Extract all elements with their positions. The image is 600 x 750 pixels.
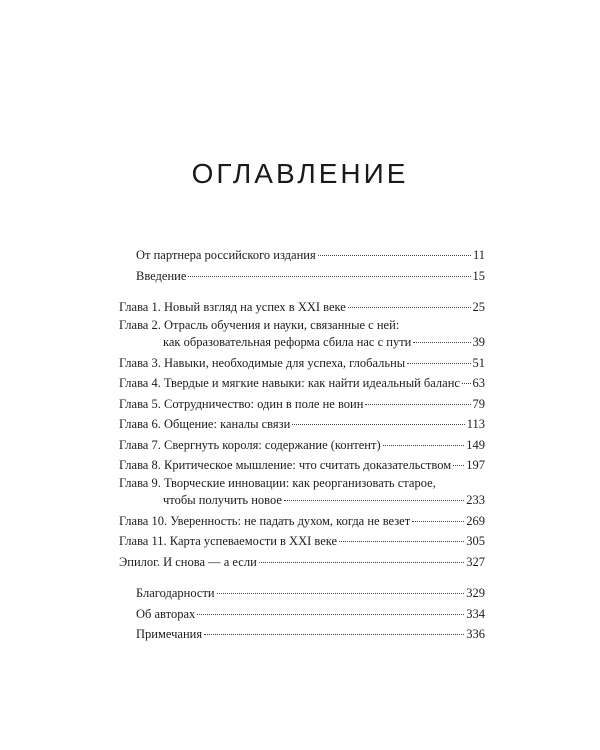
- toc-entry-text: Глава 7. Свергнуть короля: содержание (контент): [119, 437, 381, 452]
- toc-entry-text: Глава 6. Общение: каналы связи: [119, 417, 291, 431]
- toc-entry-text: Благодарности: [136, 586, 215, 600]
- dot-leader: [383, 445, 465, 446]
- toc-page-number: 197: [466, 458, 485, 472]
- toc-page-number: 79: [472, 396, 485, 411]
- table-of-contents: [119, 247, 485, 644]
- toc-page-number: 15: [472, 268, 485, 283]
- toc-entry-epilogue[interactable]: [119, 554, 485, 572]
- toc-page-number: 305: [466, 534, 485, 548]
- toc-entry-chapter-1[interactable]: [119, 299, 485, 317]
- toc-entry-text: Глава 4. Твердые и мягкие навыки: как найти идеальный баланс: [119, 376, 460, 390]
- dot-leader: [197, 614, 464, 615]
- dot-leader: [188, 276, 470, 277]
- toc-entry-chapter-9[interactable]: [119, 475, 485, 510]
- dot-leader: [407, 363, 470, 364]
- toc-page-number: 336: [466, 627, 485, 641]
- dot-leader: [259, 562, 464, 563]
- toc-entry-chapter-11[interactable]: [119, 533, 485, 551]
- toc-entry-chapter-7[interactable]: [119, 437, 485, 455]
- toc-entry-chapter-2[interactable]: [119, 317, 485, 352]
- toc-page-number: 233: [466, 493, 485, 507]
- toc-page-number: 25: [472, 300, 485, 314]
- dot-leader: [413, 342, 470, 343]
- toc-entry-acknowledgements[interactable]: [119, 585, 485, 603]
- toc-entry-text: Глава 5. Сотрудничество: один в поле не воин: [119, 396, 364, 411]
- dot-leader: [204, 634, 464, 635]
- toc-entry-text: Введение: [136, 268, 187, 283]
- toc-entry-text: как образовательная реформа сбила нас с пути: [163, 335, 412, 349]
- toc-page-number: 149: [466, 437, 485, 452]
- toc-entry-text: Глава 11. Карта успеваемости в XXI веке: [119, 534, 338, 548]
- toc-entry-text-line1: Глава 2. Отрасль обучения и науки, связанные с ней:: [119, 317, 400, 332]
- toc-entry-notes[interactable]: [119, 626, 485, 644]
- toc-entry-text: Глава 10. Уверенность: не падать духом, когда не везет: [119, 513, 411, 528]
- toc-entry-text: чтобы получить новое: [163, 493, 282, 507]
- toc-entry-chapter-3[interactable]: [119, 355, 485, 373]
- toc-entry-chapter-8[interactable]: [119, 457, 485, 475]
- toc-entry-text: От партнера российского издания: [136, 248, 316, 262]
- toc-entry-text: Глава 3. Навыки, необходимые для успеха, глобальны: [119, 355, 406, 370]
- toc-entry-chapter-4[interactable]: [119, 375, 485, 393]
- toc-entry-text: Глава 8. Критическое мышление: что считать доказательством: [119, 458, 452, 472]
- toc-entry-text: Об авторах: [136, 606, 196, 621]
- toc-entry-text: Эпилог. И снова — а если: [119, 554, 257, 569]
- page-title: ОГЛАВЛЕНИЕ: [191, 158, 409, 189]
- dot-leader: [412, 521, 464, 522]
- toc-entry-text: Примечания: [136, 627, 203, 641]
- dot-leader: [453, 465, 464, 466]
- toc-page-number: 11: [472, 248, 485, 262]
- toc-page-number: 334: [466, 606, 485, 621]
- toc-entry-text-line1: Глава 9. Творческие инновации: как реорганизовать старое,: [119, 475, 436, 490]
- toc-entry-chapter-6[interactable]: [119, 416, 485, 434]
- toc-page-number: 63: [472, 376, 485, 390]
- toc-entry-about-authors[interactable]: [119, 606, 485, 624]
- dot-leader: [462, 383, 471, 384]
- dot-leader: [365, 404, 470, 405]
- dot-leader: [284, 500, 464, 501]
- dot-leader: [318, 255, 471, 256]
- dot-leader: [217, 593, 465, 594]
- toc-page-number: 269: [466, 513, 485, 528]
- toc-entry-introduction[interactable]: [119, 268, 485, 286]
- dot-leader: [292, 424, 464, 425]
- toc-entry-text: Глава 1. Новый взгляд на успех в XXI веке: [119, 300, 346, 314]
- toc-entry-chapter-10[interactable]: [119, 513, 485, 531]
- toc-page-number: 39: [472, 335, 485, 349]
- toc-entry-partner[interactable]: [119, 247, 485, 265]
- dot-leader: [348, 307, 471, 308]
- toc-page-number: 327: [466, 554, 485, 569]
- toc-page-number: 113: [466, 417, 485, 431]
- toc-page-number: 329: [466, 586, 485, 600]
- toc-entry-chapter-5[interactable]: [119, 396, 485, 414]
- dot-leader: [339, 541, 464, 542]
- toc-page-number: 51: [472, 355, 485, 370]
